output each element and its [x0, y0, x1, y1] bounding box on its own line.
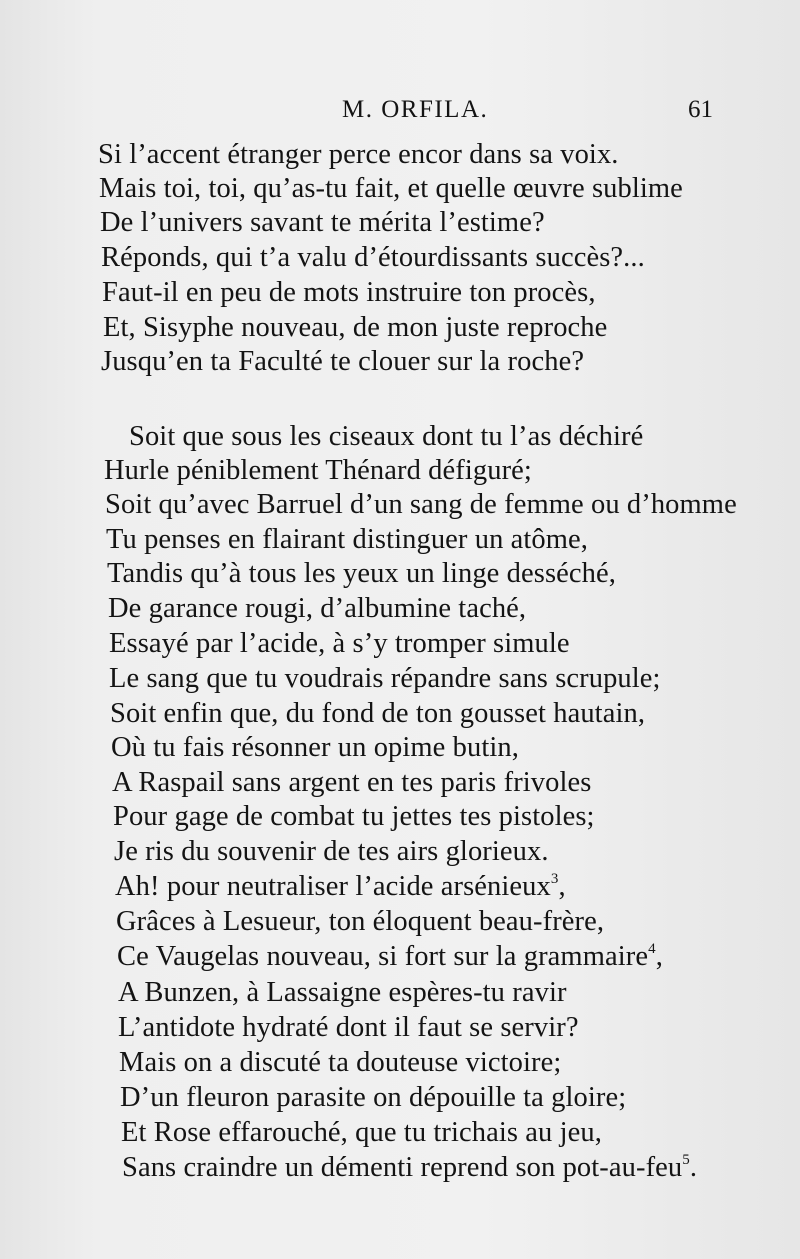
verse-line: Je ris du souvenir de tes airs glorieux.: [114, 836, 549, 867]
verse-line-punctuation: ,: [558, 871, 566, 902]
verse-line: D’un fleuron parasite on dépouille ta gloire;: [120, 1082, 627, 1113]
verse-line: Essayé par l’acide, à s’y tromper simule: [109, 628, 570, 659]
verse-line: Et Rose effarouché, que tu trichais au jeu,: [121, 1117, 602, 1148]
verse-line-punctuation: .: [689, 1152, 698, 1183]
verse-line: De garance rougi, d’albumine taché,: [108, 593, 527, 624]
verse-line: Mais toi, toi, qu’as-tu fait, et quelle œuvre sublime: [99, 173, 683, 204]
verse-line: [122, 1151, 697, 1185]
verse-line: Pour gage de combat tu jettes tes pistoles;: [113, 801, 595, 832]
verse-line: Mais on a discuté ta douteuse victoire;: [119, 1047, 562, 1078]
footnote-marker: 5: [682, 1152, 690, 1168]
verse-line: Soit que sous les ciseaux dont tu l’as déchiré: [129, 421, 644, 452]
running-title: M. ORFILA.: [342, 96, 489, 123]
verse-line: Et, Sisyphe nouveau, de mon juste reproche: [103, 312, 608, 343]
verse-line-punctuation: ,: [655, 941, 663, 972]
verse-line-text: Ah! pour neutraliser l’acide arsénieux: [115, 871, 551, 902]
verse-line: A Bunzen, à Lassaigne espères-tu ravir: [118, 977, 567, 1008]
verse-line: Le sang que tu voudrais répandre sans scrupule;: [109, 663, 661, 694]
verse-line: Soit enfin que, du fond de ton gousset hautain,: [110, 698, 646, 729]
verse-line: Si l’accent étranger perce encor dans sa voix.: [98, 139, 619, 170]
verse-line: [115, 870, 566, 904]
verse-line: Jusqu’en ta Faculté te clouer sur la roche?: [101, 346, 585, 377]
footnote-marker: 3: [550, 871, 559, 887]
verse-line: Grâces à Lesueur, ton éloquent beau-frère,: [116, 906, 605, 937]
verse-line: Où tu fais résonner un opime butin,: [111, 732, 519, 763]
verse-line: Faut-il en peu de mots instruire ton procès,: [102, 277, 596, 308]
verse-line: L’antidote hydraté dont il faut se servir?: [118, 1012, 579, 1043]
verse-line: Soit qu’avec Barruel d’un sang de femme ou d’homme: [105, 489, 737, 520]
verse-line: A Raspail sans argent en tes paris frivoles: [112, 767, 592, 798]
page-number: 61: [688, 96, 713, 123]
verse-line: [117, 940, 663, 974]
verse-line: Tu penses en flairant distinguer un atôme,: [106, 524, 589, 555]
verse-line-text: Sans craindre un démenti reprend son pot-au-feu: [122, 1152, 683, 1183]
verse-line-text: Ce Vaugelas nouveau, si fort sur la grammaire: [117, 941, 649, 972]
verse-line: Réponds, qui t’a valu d’étourdissants succès?...: [101, 242, 645, 273]
verse-line: Tandis qu’à tous les yeux un linge desséché,: [107, 558, 616, 589]
verse-line: De l’univers savant te mérita l’estime?: [100, 207, 545, 238]
footnote-marker: 4: [648, 941, 656, 957]
verse-line: Hurle péniblement Thénard défiguré;: [104, 455, 532, 486]
